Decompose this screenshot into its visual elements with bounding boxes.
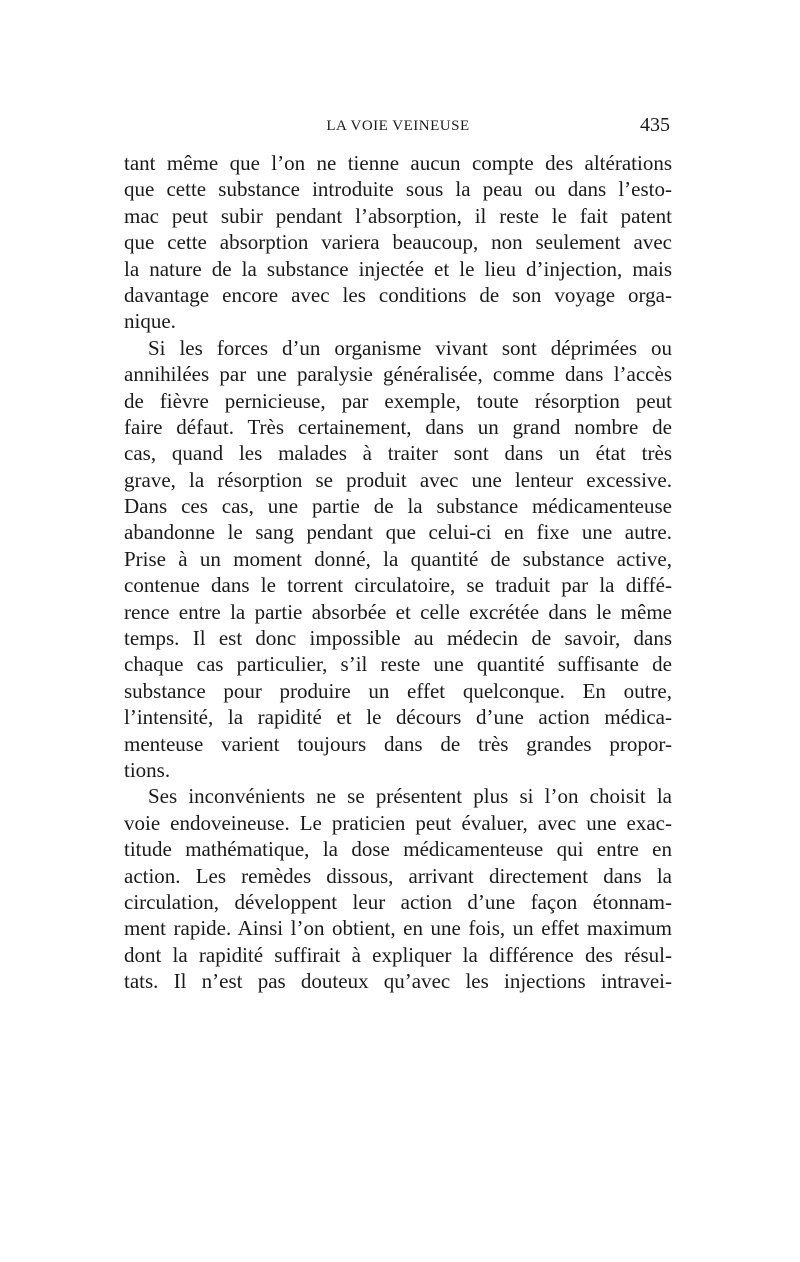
text-line: cas, quand les malades à traiter sont dans un état très: [124, 441, 672, 466]
running-head: LA VOIE VEINEUSE: [326, 118, 470, 134]
text-line: que cette substance introduite sous la peau ou dans l’esto-: [124, 177, 672, 202]
page-header: [124, 112, 672, 140]
paragraph-1: [124, 150, 672, 335]
text-line: rence entre la partie absorbée et celle excrétée dans le même: [124, 599, 672, 624]
text-line: annihilées par une paralysie généralisée, comme dans l’accès: [124, 362, 672, 387]
text-line: dont la rapidité suffirait à expliquer la différence des résul-: [124, 942, 672, 967]
text-line: tats. Il n’est pas douteux qu’avec les injections intravei-: [124, 969, 672, 994]
text-line: abandonne le sang pendant que celui-ci en fixe une autre.: [124, 520, 672, 545]
text-line: nique.: [124, 309, 176, 334]
text-line: ment rapide. Ainsi l’on obtient, en une fois, un effet maximum: [124, 916, 672, 941]
text-line: de fièvre pernicieuse, par exemple, toute résorption peut: [124, 388, 672, 413]
text-line: titude mathématique, la dose médicamenteuse qui entre en: [124, 837, 672, 862]
text-line: grave, la résorption se produit avec une lenteur excessive.: [124, 467, 672, 492]
text-line: mac peut subir pendant l’absorption, il reste le fait patent: [124, 203, 672, 228]
text-line: Si les forces d’un organisme vivant sont déprimées ou: [148, 335, 672, 360]
text-line: tant même que l’on ne tienne aucun compte des altérations: [124, 151, 672, 175]
text-line: faire défaut. Très certainement, dans un grand nombre de: [124, 414, 672, 439]
text-line: substance pour produire un effet quelconque. En outre,: [124, 678, 672, 703]
text-line: menteuse varient toujours dans de très grandes propor-: [124, 731, 672, 756]
text-line: que cette absorption variera beaucoup, non seulement avec: [124, 230, 672, 255]
text-line: la nature de la substance injectée et le lieu d’injection, mais: [124, 256, 672, 281]
text-line: voie endoveineuse. Le praticien peut évaluer, avec une exac-: [124, 810, 672, 835]
text-line: davantage encore avec les conditions de son voyage orga-: [124, 282, 672, 307]
body-text: [124, 150, 672, 995]
text-line: contenue dans le torrent circulatoire, se traduit par la diffé-: [124, 573, 672, 598]
text-line: Prise à un moment donné, la quantité de substance active,: [124, 546, 672, 571]
text-line: chaque cas particulier, s’il reste une quantité suffisante de: [124, 652, 672, 677]
page-number: 435: [640, 114, 670, 136]
text-line: Ses inconvénients ne se présentent plus si l’on choisit la: [148, 784, 672, 809]
text-line: tions.: [124, 757, 171, 782]
paragraph-2: [124, 335, 672, 784]
paragraph-3: [124, 783, 672, 994]
text-line: action. Les remèdes dissous, arrivant directement dans la: [124, 863, 672, 888]
text-line: temps. Il est donc impossible au médecin de savoir, dans: [124, 626, 672, 651]
text-line: Dans ces cas, une partie de la substance médicamenteuse: [124, 494, 672, 519]
text-line: l’intensité, la rapidité et le décours d’une action médica-: [124, 705, 672, 730]
text-line: circulation, développent leur action d’une façon étonnam-: [124, 889, 672, 914]
